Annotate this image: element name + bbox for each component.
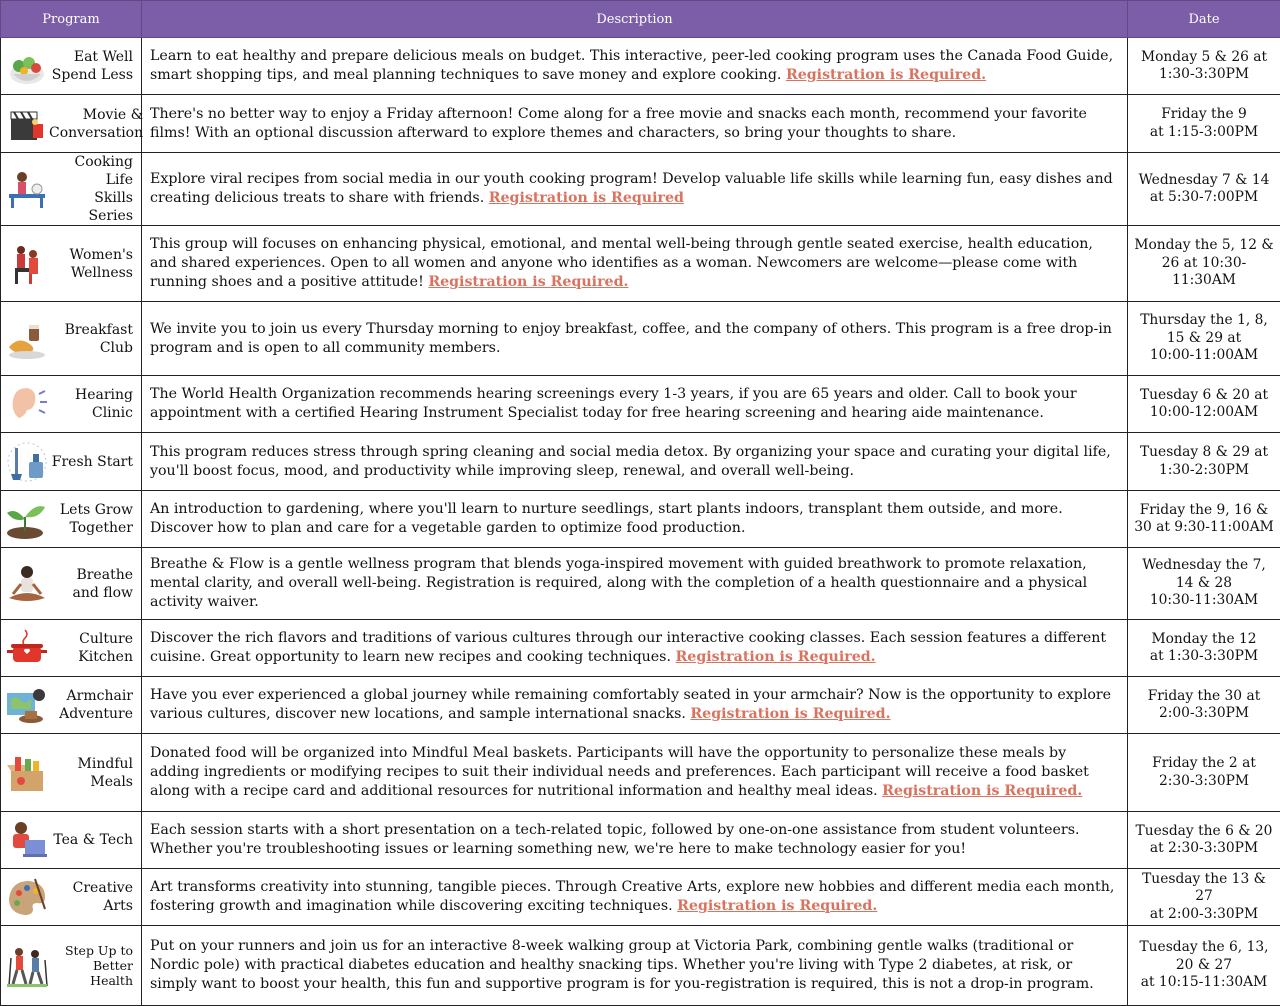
description-text: This program reduces stress through spring cleaning and social media detox. By organizing your space and curating your digital life, you'll boost focus, mood, and productivity while improving sleep, renewal, and overall well-being. (150, 444, 1111, 479)
description-text: We invite you to join us every Thursday morning to enjoy breakfast, coffee, and the company of others. This program is a free drop-in program and is open to all community members. (150, 321, 1112, 356)
program-name (75, 386, 133, 422)
table-row (1, 302, 1280, 376)
date-line: Monday the 5, 12 & (1134, 237, 1273, 253)
program-name-line: Women's (70, 247, 133, 263)
date-line: Friday the 2 at (1152, 755, 1256, 771)
program-cell (1, 95, 142, 153)
program-name (65, 321, 133, 357)
program-name (53, 831, 133, 849)
program-name (78, 630, 133, 666)
table-row (1, 433, 1280, 491)
description-text: Donated food will be organized into Mindful Meal baskets. Participants will have the opportunity to personalize these meals by adding ingredients or modifying recipes to suit their individual needs and preferences. Each participant will receive a food basket along with a recipe card and additional resources for nutritional information and healthy meal ideas. (150, 745, 1089, 799)
program-name-line: Hearing (75, 387, 133, 403)
description-cell (142, 226, 1128, 302)
date-line: Tuesday the 6 & 20 (1136, 823, 1273, 839)
program-header: Program (1, 1, 142, 38)
program-cell (1, 812, 142, 869)
clapperboard-icon (5, 102, 49, 146)
description-text: Breathe & Flow is a gentle wellness program that blends yoga-inspired movement with guided breathwork to promote relaxation, mental clarity, and overall well-being. Registration is required, along with the completion of a health questionnaire and a physical activity waiver. (150, 556, 1087, 610)
program-name-line: Cooking Life (74, 154, 133, 188)
ear-icon (5, 382, 49, 426)
date-cell (1128, 869, 1280, 926)
salad-bowl-icon (5, 44, 49, 88)
registration-link[interactable]: Registration is Required. (677, 898, 877, 914)
description-cell (142, 548, 1128, 620)
date-line: Thursday the 1, 8, (1140, 312, 1268, 328)
program-name-line: Clinic (92, 405, 133, 421)
table-row (1, 926, 1280, 1006)
registration-link[interactable]: Registration is Required. (428, 274, 628, 290)
table-row (1, 677, 1280, 734)
date-cell (1128, 38, 1280, 95)
table-row (1, 226, 1280, 302)
seedling-icon (5, 497, 49, 541)
cooking-pot-icon (5, 626, 49, 670)
date-line: Monday 5 & 26 at (1141, 49, 1267, 65)
date-line: at 5:30-7:00PM (1150, 189, 1258, 205)
travel-map-icon (5, 683, 49, 727)
program-name-line: Adventure (59, 706, 133, 722)
table-row (1, 620, 1280, 677)
cleaning-supplies-icon (5, 440, 49, 484)
date-cell (1128, 302, 1280, 376)
description-text: This group will focuses on enhancing physical, emotional, and mental well-being through gentle seated exercise, health education, and shared experiences. Open to all women and anyone who identifies as a woman. Newcomers are welcome—please come with running shoes and a positive attitude! (150, 236, 1093, 290)
date-line: 26 at 10:30- (1162, 255, 1247, 271)
date-line: 10:30-11:30AM (1150, 592, 1258, 608)
description-cell (142, 869, 1128, 926)
program-name (78, 755, 133, 791)
date-line: at 1:15-3:00PM (1150, 124, 1258, 140)
table-row (1, 376, 1280, 433)
description-cell (142, 812, 1128, 869)
program-name-line: Armchair (67, 688, 133, 704)
program-cell (1, 734, 142, 812)
description-text: Learn to eat healthy and prepare delicious meals on budget. This interactive, peer-led cooking program uses the Canada Food Guide, smart shopping tips, and meal planning techniques to save money and explore cooking. (150, 48, 1113, 83)
date-cell (1128, 95, 1280, 153)
program-cell (1, 433, 142, 491)
date-line: at 2:30-3:30PM (1150, 840, 1258, 856)
date-line: Wednesday the 7, (1142, 557, 1266, 573)
date-cell (1128, 376, 1280, 433)
program-name-line: Breathe (76, 567, 133, 583)
description-cell (142, 302, 1128, 376)
date-cell (1128, 734, 1280, 812)
description-cell (142, 491, 1128, 548)
program-name-line: Fresh Start (52, 454, 133, 470)
description-text: Have you ever experienced a global journey while remaining comfortably seated in your armchair? Now is the opportunity to explore various cultures, discover new locations, and sample international snacks. (150, 687, 1111, 722)
program-cell (1, 620, 142, 677)
date-line: Friday the 30 at (1148, 688, 1261, 704)
registration-link[interactable]: Registration is Required. (786, 67, 986, 83)
meditation-icon (5, 562, 49, 606)
paint-palette-icon (5, 875, 49, 919)
description-text: Explore viral recipes from social media in our youth cooking program! Develop valuable life skills while learning fun, easy dishes and creating delicious treats to share with friends. (150, 171, 1113, 206)
program-cell (1, 926, 142, 1006)
description-header: Description (142, 1, 1128, 38)
program-name-line: Mindful (78, 756, 133, 772)
date-cell (1128, 548, 1280, 620)
program-name-line: Movie & (83, 107, 143, 123)
program-name (60, 501, 133, 537)
description-cell (142, 153, 1128, 226)
program-cell (1, 38, 142, 95)
date-line: 10:00-12:00AM (1150, 404, 1258, 420)
program-name-line: Kitchen (78, 649, 133, 665)
description-text: An introduction to gardening, where you'll learn to nurture seedlings, start plants indoors, transplant them outside, and more. Discover how to plan and care for a vegetable garden to optimize food production. (150, 501, 1063, 536)
date-line: at 1:30-3:30PM (1150, 648, 1258, 664)
description-text: There's no better way to enjoy a Friday afternoon! Come along for a free movie and snacks each month, recommend your favorite films! With an optional discussion afterward to explore themes and characters, so bring your thoughts to share. (150, 106, 1087, 141)
program-name (73, 879, 133, 915)
date-line: 20 & 27 (1176, 957, 1232, 973)
program-name (49, 943, 133, 988)
date-cell (1128, 620, 1280, 677)
program-name-line: Better Health (90, 958, 133, 988)
program-name (52, 48, 133, 84)
description-cell (142, 38, 1128, 95)
program-name-line: Meals (90, 774, 133, 790)
date-line: 14 & 28 (1176, 575, 1232, 591)
cooking-table-icon (5, 167, 49, 211)
program-name (49, 106, 143, 142)
date-cell (1128, 926, 1280, 1006)
date-line: 15 & 29 at (1167, 330, 1241, 346)
date-cell (1128, 677, 1280, 734)
program-name-line: Wellness (71, 265, 133, 281)
program-cell (1, 376, 142, 433)
program-cell (1, 491, 142, 548)
header-row (1, 1, 1280, 38)
table-row (1, 869, 1280, 926)
program-name-line: Step Up to (65, 943, 133, 958)
table-row (1, 491, 1280, 548)
program-name-line: Creative (73, 880, 133, 896)
laptop-person-icon (5, 818, 49, 862)
program-cell (1, 153, 142, 226)
registration-link[interactable]: Registration is Required. (690, 706, 890, 722)
description-cell (142, 433, 1128, 491)
table-row (1, 548, 1280, 620)
food-box-icon (5, 751, 49, 795)
program-cell (1, 226, 142, 302)
date-line: 2:30-3:30PM (1159, 773, 1249, 789)
date-cell (1128, 812, 1280, 869)
date-line: 1:30-3:30PM (1159, 66, 1249, 82)
description-cell (142, 677, 1128, 734)
description-text: Each session starts with a short presentation on a tech-related topic, followed by one-on-one assistance from student volunteers. Whether you're troubleshooting issues or learning something new, we're here to make technology easier for you! (150, 822, 1080, 857)
walkers-icon (5, 944, 49, 988)
description-cell (142, 95, 1128, 153)
date-line: 2:00-3:30PM (1159, 705, 1249, 721)
registration-link[interactable]: Registration is Required (489, 190, 684, 206)
table-row (1, 95, 1280, 153)
program-name-line: Arts (103, 898, 133, 914)
program-name-line: Skills Series (88, 190, 133, 224)
date-line: 11:30AM (1172, 272, 1236, 288)
program-name-line: Together (69, 520, 133, 536)
date-cell (1128, 153, 1280, 226)
date-line: 10:00-11:00AM (1150, 347, 1258, 363)
date-cell (1128, 226, 1280, 302)
program-name-line: Club (100, 340, 133, 356)
description-cell (142, 620, 1128, 677)
description-cell (142, 734, 1128, 812)
date-line: Tuesday the 6, 13, (1139, 939, 1268, 955)
program-name-line: Culture (79, 631, 133, 647)
table-row (1, 38, 1280, 95)
program-name-line: Breakfast (65, 322, 133, 338)
date-line: Wednesday 7 & 14 (1139, 172, 1270, 188)
program-cell (1, 548, 142, 620)
date-cell (1128, 433, 1280, 491)
description-cell (142, 926, 1128, 1006)
table-row (1, 734, 1280, 812)
program-name-line: Conversation (49, 125, 143, 141)
program-name (70, 246, 133, 282)
program-name-line: Spend Less (52, 67, 133, 83)
program-name (52, 453, 133, 471)
program-name (49, 153, 133, 225)
program-name-line: Lets Grow (60, 502, 133, 518)
date-line: at 2:00-3:30PM (1150, 906, 1258, 922)
date-line: 1:30-2:30PM (1159, 462, 1249, 478)
description-text: Art transforms creativity into stunning, tangible pieces. Through Creative Arts, explore new hobbies and different media each month, fostering growth and imagination while discovering exciting techniques. (150, 879, 1114, 914)
date-line: Tuesday 6 & 20 at (1140, 387, 1268, 403)
description-cell (142, 376, 1128, 433)
date-line: Friday the 9 (1161, 106, 1247, 122)
coffee-croissant-icon (5, 317, 49, 361)
date-line: Monday the 12 (1151, 631, 1256, 647)
program-name-line: Tea & Tech (53, 832, 133, 848)
program-cell (1, 677, 142, 734)
date-line: Tuesday 8 & 29 at (1140, 444, 1268, 460)
program-cell (1, 869, 142, 926)
seated-women-icon (5, 242, 49, 286)
date-cell (1128, 491, 1280, 548)
program-name (59, 687, 133, 723)
description-text: Put on your runners and join us for an interactive 8-week walking group at Victoria Park, combining gentle walks (traditional or Nordic pole) with practical diabetes education and healthy snacking tips. Whether you're living with Type 2 diabetes, at risk, or simply want to boost your health, this fun and supportive program is for you-registration is required, this is not a drop-in program. (150, 938, 1094, 992)
date-header: Date (1128, 1, 1280, 38)
program-name (72, 566, 133, 602)
table-row (1, 153, 1280, 226)
description-text: The World Health Organization recommends hearing screenings every 1-3 years, if you are 65 years and older. Call to book your appointment with a certified Hearing Instrument Specialist today for free hearing screening and hearing aide maintenance. (150, 386, 1077, 421)
date-line: at 10:15-11:30AM (1141, 974, 1267, 990)
program-name-line: and flow (72, 585, 133, 601)
table-row (1, 812, 1280, 869)
program-cell (1, 302, 142, 376)
registration-link[interactable]: Registration is Required. (882, 783, 1082, 799)
date-line: Tuesday the 13 & 27 (1142, 871, 1266, 905)
registration-link[interactable]: Registration is Required. (676, 649, 876, 665)
program-name-line: Eat Well (74, 49, 133, 65)
date-line: 30 at 9:30-11:00AM (1134, 519, 1274, 535)
description-text: Discover the rich flavors and traditions of various cultures through our interactive cooking classes. Each session features a different cuisine. Great opportunity to learn new recipes and cooking techniques. (150, 630, 1106, 665)
date-line: Friday the 9, 16 & (1140, 502, 1269, 518)
